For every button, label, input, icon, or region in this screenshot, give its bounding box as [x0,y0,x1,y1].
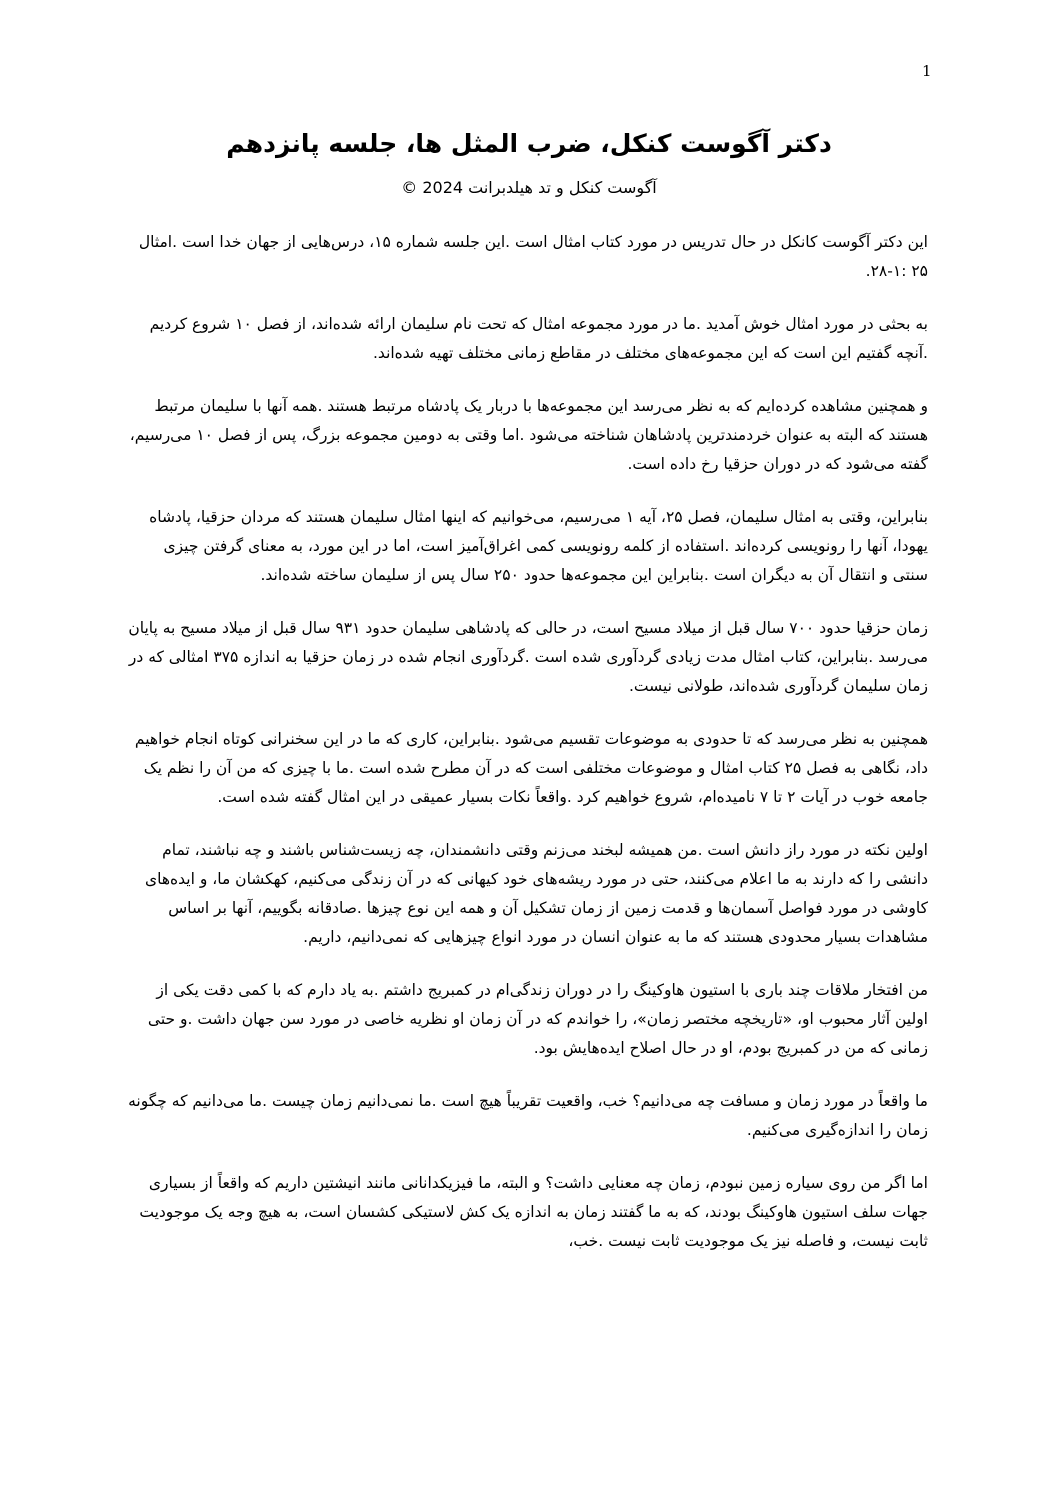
page-number: 1 [922,62,932,80]
paragraph-10: اما اگر من روی سیاره زمین نبودم، زمان چه معنایی داشت؟ و البته، ما فیزیکدانانی مانند انیشتین داریم که واقعاً از بسیاری جهات سلف استیون هاوکینگ بودند، که به ما گفتند زمان به اندازه یک کش لاستیکی کشسان است، به هیچ وجه یک موجودیت ثابت نیست، و فاصله نیز یک موجودیت ثابت نیست .خب، [139,1174,928,1250]
paragraph-9: ما واقعاً در مورد زمان و مسافت چه می‌دانیم؟ خب، واقعیت تقریباً هیچ است .ما نمی‌دانیم زمان چیست .ما می‌دانیم که چگونه زمان را اندازه‌گیری می‌کنیم. [128,1092,928,1139]
paragraph-6: همچنین به نظر می‌رسد که تا حدودی به موضوعات تقسیم می‌شود .بنابراین، کاری که ما در این سخنرانی کوتاه انجام خواهیم داد، نگاهی به فصل ۲۵ کتاب امثال و موضوعات مختلفی است که در آن مطرح شده است .ما با چیزی که من آن را نظم یک جامعه خوب در آیات ۲ تا ۷ نامیده‌ام، شروع خواهیم کرد .واقعاً نکات بسیار عمیقی در این امثال گفته شده است. [134,730,928,806]
paragraph-4: بنابراین، وقتی به امثال سلیمان، فصل ۲۵، آیه ۱ می‌رسیم، می‌خوانیم که اینها امثال سلیمان هستند که مردان حزقیا، پادشاه یهودا، آنها را رونویسی کرده‌اند .استفاده از کلمه رونویسی کمی اغراق‌آمیز است، اما در این مورد، به معنای گرفتن چیزی سنتی و انتقال آن به دیگران است .بنابراین این مجموعه‌ها حدود ۲۵۰ سال پس از سلیمان ساخته شده‌اند. [149,508,928,584]
paragraph-8: من افتخار ملاقات چند باری با استیون هاوکینگ را در دوران زندگی‌ام در کمبریج داشتم .به یاد دارم که با کمی دقت یکی از اولین آثار محبوب او، «تاریخچه مختصر زمان»، را خواندم که در آن زمان او نظریه خاصی در مورد سن جهان داشت .و حتی زمانی که من در کمبریج بودم، او در حال اصلاح ایده‌هایش بود. [147,981,928,1057]
paragraph-7: اولین نکته در مورد راز دانش است .من همیشه لبخند می‌زنم وقتی دانشمندان، چه زیست‌شناس باشند و چه نباشند، تمام دانشی را که دارند به ما اعلام می‌کنند، حتی در مورد ریشه‌های خود کیهانی که در آن زندگی می‌کنیم، کهکشان ما، و ایده‌های کاوشی در مورد فواصل آسمان‌ها و قدمت زمین از زمان تشکیل آن و همه این نوع چیزها .صادقانه بگوییم، آنها بر اساس مشاهدات بسیار محدودی هستند که ما به عنوان انسان در مورد انواع چیزهایی که نمی‌دانیم، داریم. [144,841,928,946]
paragraph-1: این دکتر آگوست کانکل در حال تدریس در مورد کتاب امثال است .این جلسه شماره ۱۵، درس‌هایی از جهان خدا است .امثال ۲۵ :۱-۲۸. [138,233,928,280]
document-title: دکتر آگوست کنکل، ضرب المثل ها، جلسه پانزدهم [226,129,832,158]
document-body [128,228,928,1280]
paragraph-5: زمان حزقیا حدود ۷۰۰ سال قبل از میلاد مسیح است، در حالی که پادشاهی سلیمان حدود ۹۳۱ سال قبل از میلاد مسیح به پایان می‌رسد .بنابراین، کتاب امثال مدت زیادی گردآوری شده است .گردآوری انجام شده در زمان حزقیا به اندازه ۳۷۵ امثالی که در زمان سلیمان گردآوری شده‌اند، طولانی نیست. [128,619,928,695]
paragraph-2: به بحثی در مورد امثال خوش آمدید .ما در مورد مجموعه امثال که تحت نام سلیمان ارائه شده‌اند، از فصل ۱۰ شروع کردیم .آنچه گفتیم این است که این مجموعه‌های مختلف در مقاطع زمانی مختلف تهیه شده‌اند. [149,315,928,362]
document-subtitle: آگوست کنکل و تد هیلدبرانت 2024 © [401,178,657,197]
paragraph-3: و همچنین مشاهده کرده‌ایم که به نظر می‌رسد این مجموعه‌ها با دربار یک پادشاه مرتبط هستند .همه آنها با سلیمان مرتبط هستند که البته به عنوان خردمندترین پادشاهان شناخته می‌شود .اما وقتی به دومین مجموعه بزرگ، پس از فصل ۱۰ می‌رسیم، گفته می‌شود که در دوران حزقیا رخ داده است. [129,397,928,473]
